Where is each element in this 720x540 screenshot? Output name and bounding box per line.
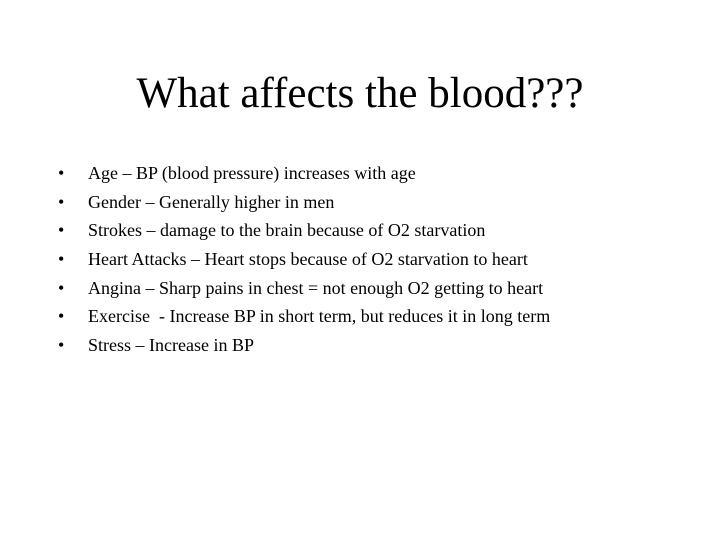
bullet-icon: •	[58, 220, 65, 241]
list-item	[58, 302, 708, 331]
bullet-text-gender: Gender – Generally higher in men	[88, 191, 335, 212]
list-item	[58, 188, 708, 217]
bullet-text-exercise: Exercise - Increase BP in short term, but reduces it in long term	[88, 306, 551, 327]
list-item	[58, 331, 708, 360]
list-item	[58, 159, 708, 188]
bullet-icon: •	[58, 163, 65, 183]
bullet-text-strokes: Strokes – damage to the brain because of O2 starvation	[88, 220, 486, 241]
list-item	[58, 216, 708, 245]
list-item	[58, 274, 708, 303]
list-item	[58, 245, 708, 274]
bullet-text-age: Age – BP (blood pressure) increases with age	[88, 163, 416, 183]
bullet-icon: •	[58, 249, 65, 270]
bullet-icon: •	[58, 277, 65, 298]
bullet-icon: •	[58, 306, 65, 327]
bullet-list	[58, 159, 708, 360]
bullet-icon: •	[58, 191, 65, 212]
slide-title: What affects the blood???	[136, 70, 584, 117]
bullet-text-heart-attacks: Heart Attacks – Heart stops because of O2 starvation to heart	[88, 249, 528, 270]
bullet-icon: •	[58, 335, 65, 356]
bullet-text-stress: Stress – Increase in BP	[88, 335, 254, 356]
bullet-text-angina: Angina – Sharp pains in chest = not enough O2 getting to heart	[88, 277, 544, 298]
